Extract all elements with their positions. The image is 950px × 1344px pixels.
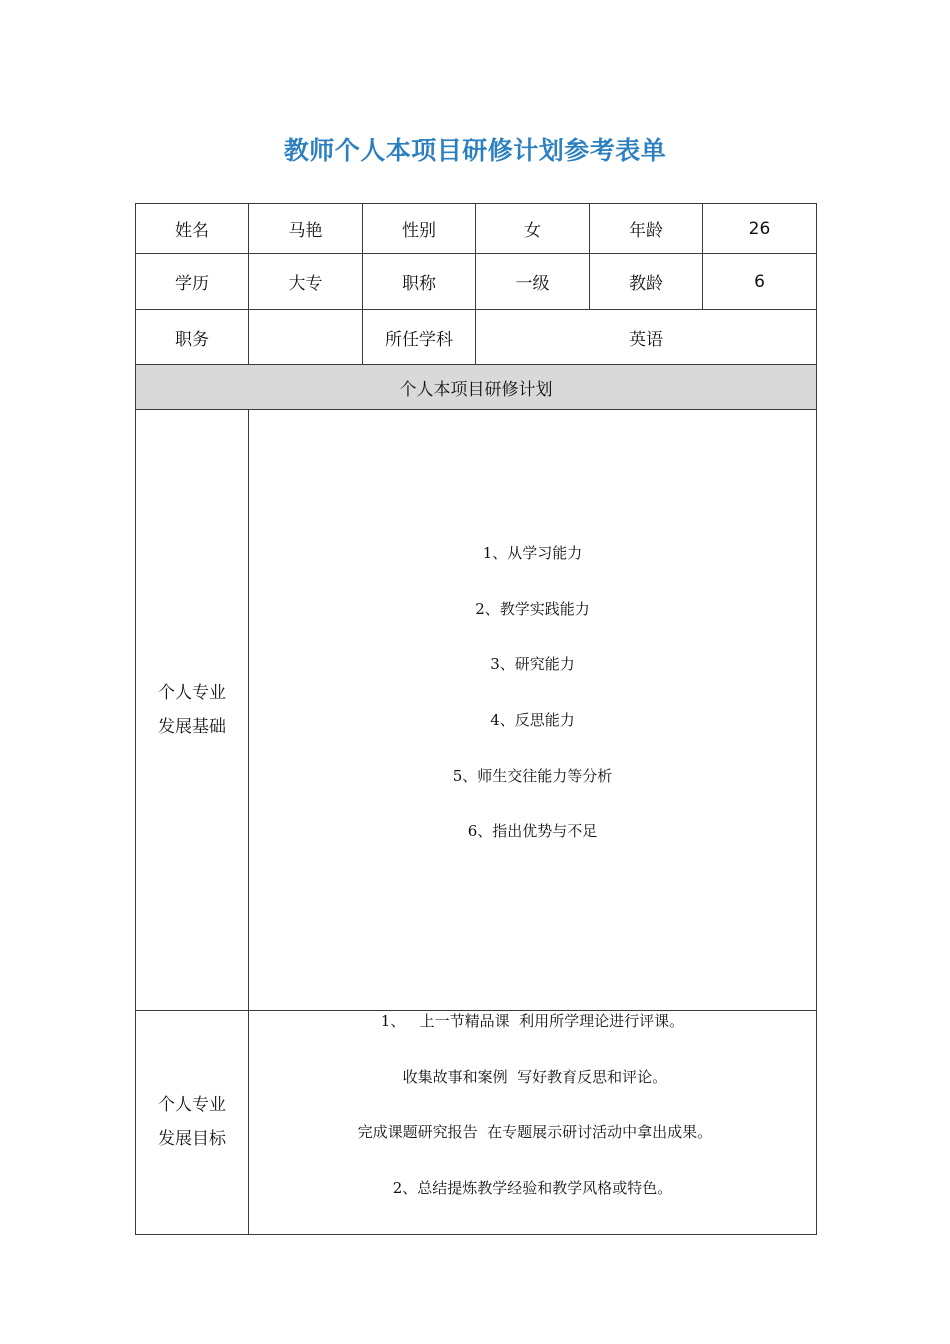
section-header-row	[136, 365, 817, 410]
goal-item: 完成课题研究报告 在专题展示研讨活动中拿出成果。	[352, 1123, 713, 1142]
goal-item: 1、 上一节精品课 利用所学理论进行评课。	[380, 1012, 685, 1030]
gender-label: 性别	[363, 204, 476, 254]
development-goals-label	[136, 1011, 249, 1235]
info-row-2	[136, 254, 817, 310]
rank-value: 一级	[476, 254, 590, 310]
basis-item: 4、反思能力	[490, 711, 575, 729]
basis-item: 1、从学习能力	[482, 543, 583, 562]
development-goals-label-line1: 个人专业	[158, 1095, 226, 1116]
name-value: 马艳	[249, 204, 363, 254]
development-basis-label-line2: 发展基础	[158, 717, 226, 737]
goal-item: 收集故事和案例 写好教育反思和评论。	[397, 1067, 668, 1086]
teaching-years-label: 教龄	[590, 254, 703, 310]
gender-value: 女	[476, 204, 590, 254]
basis-item: 2、教学实践能力	[475, 599, 590, 618]
teaching-years-value: 6	[703, 254, 817, 310]
position-label: 职务	[136, 310, 249, 365]
subject-label: 所任学科	[363, 310, 476, 365]
plan-form-table	[135, 203, 817, 1235]
basis-item: 3、研究能力	[490, 655, 575, 674]
development-goals-label-line2: 发展目标	[158, 1129, 226, 1150]
development-goals-content	[249, 1011, 817, 1235]
education-label: 学历	[136, 254, 249, 310]
info-row-1	[136, 204, 817, 254]
rank-label: 职称	[363, 254, 476, 310]
development-basis-label	[136, 410, 249, 1011]
goal-item: 2、总结提炼教学经验和教学风格或特色。	[392, 1179, 673, 1198]
basis-item: 6、指出优势与不足	[467, 822, 598, 841]
development-basis-content	[249, 410, 817, 1011]
info-row-3	[136, 310, 817, 365]
age-label: 年龄	[590, 204, 703, 254]
development-basis-row	[136, 410, 817, 1011]
name-label: 姓名	[136, 204, 249, 254]
subject-value: 英语	[476, 310, 817, 365]
basis-item: 5、师生交往能力等分析	[452, 766, 613, 785]
page-title: 教师个人本项目研修计划参考表单	[283, 136, 667, 165]
age-value: 26	[703, 204, 817, 254]
development-goals-row	[136, 1011, 817, 1235]
development-basis-label-line1: 个人专业	[158, 683, 226, 703]
position-value	[249, 310, 363, 365]
section-title: 个人本项目研修计划	[136, 365, 817, 410]
education-value: 大专	[249, 254, 363, 310]
